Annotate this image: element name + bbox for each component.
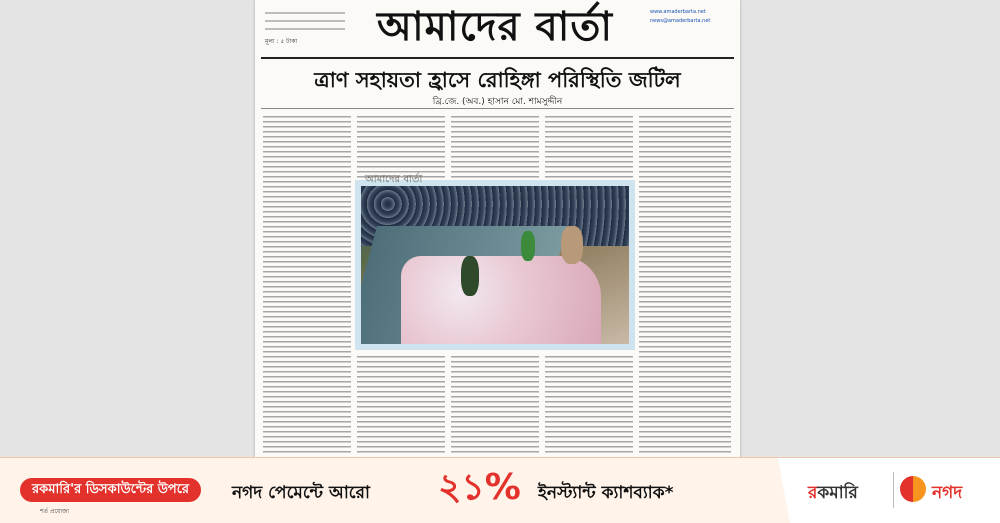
article-byline: ব্রি.জে. (অব.) হাসান মো. শামসুদ্দীন [432,97,563,107]
photo-watermark: আমাদের বার্তা [365,174,423,185]
ad-text-cashback: ইনস্ট্যান্ট ক্যাশব্যাক* [538,483,674,503]
website-link[interactable]: www.amaderbarta.net [650,9,706,15]
ad-text-payment: নগদ পেমেন্টে আরো [232,483,370,503]
article-headline: ত্রাণ সহায়তা হ্রাসে রোহিঙ্গা পরিস্থিতি জটিল [314,67,681,92]
price-label: মূল্য : ৫ টাকা [265,38,298,45]
text-column-3-top [451,114,539,178]
ad-percent: ২১% [438,467,521,508]
nagad-logo-text: নগদ [932,483,963,503]
nagad-logo-icon [900,476,926,502]
newspaper-masthead: আমাদের বার্তা [377,3,613,50]
logo-divider [893,472,894,508]
text-column-1 [263,114,351,456]
rokomari-logo: রকমারি [808,483,858,503]
article-photo [361,186,629,344]
text-column-4-top [545,114,633,178]
masthead-rule [261,57,734,59]
headline-rule [261,108,734,109]
text-column-2-top [357,114,445,178]
cashback-ad-banner[interactable] [0,457,1000,523]
masthead-right-info [650,8,732,26]
newspaper-page [255,0,740,462]
ad-terms: শর্ত প্রযোজ্য [40,508,70,515]
ad-discount-pill: রকমারি'র ডিসকাউন্টের উপরে [20,478,201,502]
text-column-3-bottom [451,354,539,456]
text-column-4-bottom [545,354,633,456]
masthead-left-info [265,6,345,47]
article-photo-frame [355,180,635,350]
text-column-2-bottom [357,354,445,456]
text-column-5 [639,114,731,456]
email-link[interactable]: news@amaderbarta.net [650,18,711,24]
